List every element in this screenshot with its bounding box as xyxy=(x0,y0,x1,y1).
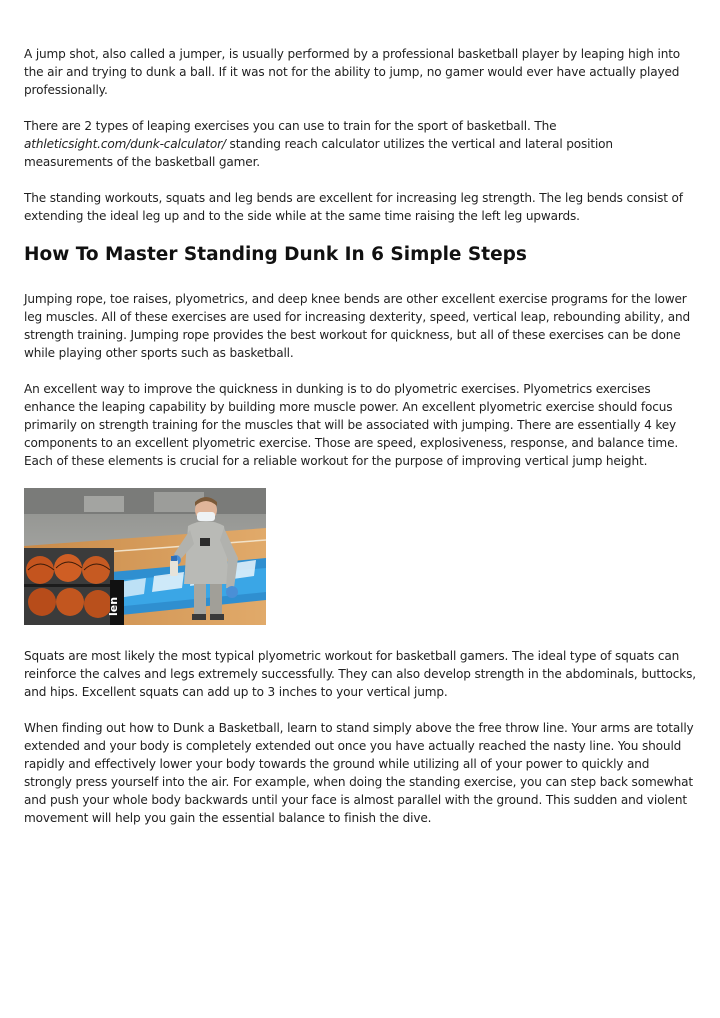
paragraph-text: There are 2 types of leaping exercises you can use to train for the sport of basketball. The xyxy=(24,119,557,133)
article-body xyxy=(24,45,696,845)
paragraph-plyometrics: An excellent way to improve the quickness in dunking is to do plyometric exercises. Plyometrics exercises enhance the leaping capability by building more muscle power. An excellent plyometric exercise should focus primarily on strength training for the muscles that will be associated with jumping. There are essentially 4 key components to an excellent plyometric exercise. Those are speed, explosiveness, response, and balance time. Each of these elements is crucial for a reliable workout for the purpose of improving vertical jump height. xyxy=(24,382,679,468)
rack-label: len xyxy=(107,596,120,616)
section-heading: How To Master Standing Dunk In 6 Simple Steps xyxy=(24,244,527,265)
basketball-court-photo xyxy=(24,488,266,625)
paragraph-text: standing reach calculator utilizes the vertical and lateral position measurements of the basketball gamer. xyxy=(24,137,613,169)
paragraph-squats: Squats are most likely the most typical plyometric workout for basketball gamers. The ideal type of squats can reinforce the calves and legs extremely successfully. They can also develop strength in the abdominals, buttocks, and hips. Excellent squats can add up to 3 inches to your vertical jump. xyxy=(24,649,696,699)
paragraph-jump-shot: A jump shot, also called a jumper, is usually performed by a professional basketball player by leaping high into the air and trying to dunk a ball. If it was not for the ability to jump, no gamer would ever have actually played professionally. xyxy=(24,47,681,97)
paragraph-jumping-rope: Jumping rope, toe raises, plyometrics, and deep knee bends are other excellent exercise programs for the lower leg muscles. All of these exercises are used for increasing dexterity, speed, vertical leap, rebounding ability, and strength training. Jumping rope provides the best workout for quickness, but all of these exercises can be done while playing other sports such as basketball. xyxy=(24,292,690,360)
paragraph-free-throw-line: When finding out how to Dunk a Basketball, learn to stand simply above the free throw line. Your arms are totally extended and your body is completely extended out once you have actually reached the nasty line. You should rapidly and effectively lower your body towards the ground while utilizing all of your power to quickly and strongly press yourself into the air. For example, when doing the standing exercise, you can step back somewhat and push your whole body backwards until your face is almost parallel with the ground. This sudden and violent movement will help you gain the essential balance to finish the dive. xyxy=(24,721,694,825)
paragraph-leaping-exercises xyxy=(24,117,696,171)
dunk-calculator-link[interactable]: athleticsight.com/dunk-calculator/ xyxy=(24,137,226,151)
paragraph-standing-workouts: The standing workouts, squats and leg bends are excellent for increasing leg strength. The leg bends consist of extending the ideal leg up and to the side while at the same time raising the left leg upwards. xyxy=(24,191,683,223)
article-photo xyxy=(24,488,266,625)
